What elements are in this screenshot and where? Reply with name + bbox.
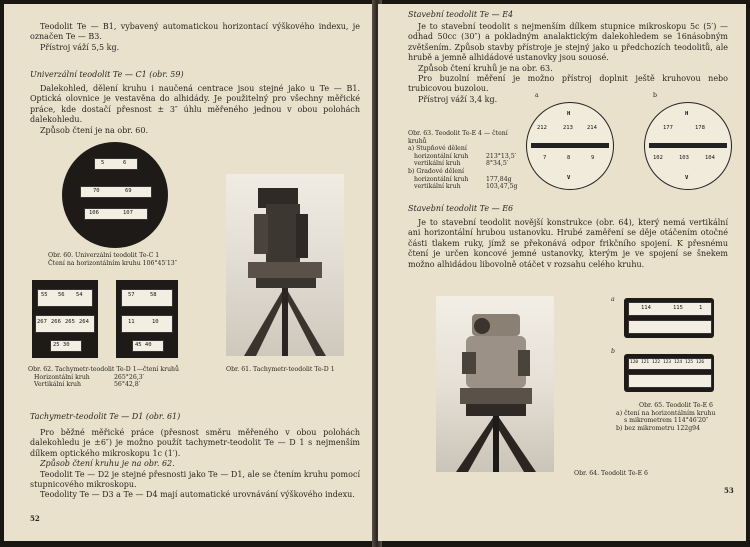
fig65b-1: 121 [641,360,650,365]
fig63-b-h-value: 177,84g [486,175,512,183]
section-d1-text: Pro běžné měřické práce (přesnost směru měřeného v obou polohách dalekohledu je ±6″) je možno použít tachymetr-teodolit Te — D 1 s nejmenším dílkem optického mikroskopu 1c (1′). [30,428,360,458]
fig62a-small: 25 30 [53,342,70,348]
intro-paragraph: Teodolit Te — B1, vybavený automatickou horizontací výškového indexu, je označen Te — B3. [30,22,360,42]
fig65-label-a: a [611,296,615,303]
fig62b-bottom-1: 10 [152,319,159,325]
section-heading-e4: Stavební teodolit Te — E4 [408,10,514,19]
fig60-top-scale [94,158,138,170]
section-heading-c1: Univerzální teodolit Te — C1 (obr. 59) [30,70,184,79]
fig63b-top-0: 177 [663,125,673,131]
fig65a-2: 1 [699,305,703,311]
fig62-horiz-label: Horizontální kruh [34,373,90,381]
fig62-horiz-value: 265°26,3′ [114,373,145,381]
fig63-b-v-value: 103,47,5g [486,183,518,191]
section-e4-compass: Pro buzolní měření je možno přístroj doplnit ještě kruhovou nebo trubicovou buzolou. [408,74,728,94]
fig60-mid-b: 69 [125,188,132,194]
fig63a-top-2: 214 [587,125,597,131]
fig62-vert-label: Vertikální kruh [34,381,82,389]
fig62a-bottom-2: 265 [65,319,75,325]
section-d1-body [30,428,360,501]
fig62b-small: 45 40 [135,342,152,348]
right-page [378,4,746,541]
fig63b-bottom: V [685,175,689,181]
fig65-a-value: s mikrometrem 114°46′20″ [624,417,709,425]
section-heading-e6: Stavební teodolit Te — E6 [408,204,514,213]
fig63a-bottom-1: 8 [567,155,571,161]
fig63-dial-b [644,102,732,190]
fig65b-0: 120 [630,360,639,365]
section-e4-body [408,22,728,105]
section-d1-text3: Teodolity Te — D3 a Te — D4 mají automatické urovnávání výškového indexu. [40,490,355,500]
fig63b-bottom-0: 102 [653,155,663,161]
fig62a-bottom-3: 264 [79,319,89,325]
fig65b-6: 126 [696,360,705,365]
fig63-b-h-label: horizontální kruh [414,175,469,183]
fig65-label-b: b [611,348,615,355]
fig65b-3: 123 [663,360,672,365]
fig63-a-h-value: 213°13,5′ [486,152,517,160]
fig60-caption-line1: Obr. 60. Univerzální teodolit Te-C 1 [48,252,160,259]
fig62b-bottom-0: 11 [128,319,135,325]
fig65b-5: 125 [685,360,694,365]
fig62-vert-value: 56°42,8′ [114,381,141,389]
fig62a-bottom-1: 266 [51,319,61,325]
section-c1-reading: Způsob čtení je na obr. 60. [40,125,149,135]
fig62a-small-scale [50,340,82,352]
fig63a-bottom-0: 7 [543,155,547,161]
section-e6-body [408,218,728,270]
right-page-number: 53 [724,486,734,495]
fig62b-top-0: 57 [128,292,135,298]
fig63b-top: H [685,111,689,117]
figure-62a-reading [32,280,98,358]
fig62a-top-2: 54 [76,292,83,298]
fig65b-upper [628,358,712,370]
fig63-dial-a [526,102,614,190]
figure-62b-reading [116,280,178,358]
fig65a-upper [628,302,712,316]
fig65-b-text: b) bez mikrometru 122g94 [616,424,701,432]
fig62b-small-scale [132,340,164,352]
fig60-mid-scale [80,186,152,198]
left-page [4,4,376,541]
fig63-caption-title: Obr. 63. Teodolit Te-E 4 — čtení kruhů [408,130,508,145]
fig60-low-scale [84,208,148,220]
fig60-top-b: 6 [123,160,127,166]
fig62b-top-scale [121,289,173,307]
fig60-caption [48,252,198,267]
fig63a-top: H [567,111,571,117]
figure-64-photo [436,296,554,472]
fig60-low-a: 106 [89,210,99,216]
left-page-number: 52 [30,514,40,523]
fig62b-bottom-scale [121,315,173,333]
fig63a-bottom: V [567,175,571,181]
fig63-a-title: a) Stupňové dělení [408,145,467,153]
theodolite-e6-photo [436,296,554,472]
fig62a-bottom-scale [35,315,95,333]
fig65-caption-title: Obr. 65. Teodolit Te-E 6 [639,402,713,409]
fig60-top-a: 5 [101,160,105,166]
fig63-a-h-label: horizontální kruh [414,152,469,160]
section-e4-text: Je to stavební teodolit s nejmenším dílkem stupnice mikroskopu 5c (5′) — odhad 50cc (30″) a pokladným analaktickým dalekohledem se 16násobným zvětšením. Způsob stavby přístroje je stejný jako u předchozích teodolitů, ale hrubě a jemně alhidádové ustanovky jsou souosé. [408,22,728,63]
fig62a-top-0: 55 [41,292,48,298]
fig63b-bottom-2: 104 [705,155,715,161]
fig65a-lower [628,320,712,334]
fig63-a-v-value: 8°34,5′ [486,160,509,168]
fig65-a-text: a) čtení na horizontálním kruhu [616,409,716,417]
figure-60-reading [62,142,168,248]
fig61-caption: Obr. 61. Tachymetr-teodolit Te-D 1 [226,366,335,373]
section-e4-reading: Způsob čtení kruhů je na obr. 63. [418,63,553,73]
section-d1-reading: Způsob čtení kruhu je na obr. 62. [40,459,175,469]
fig65b-2: 122 [652,360,661,365]
fig60-low-b: 107 [123,210,133,216]
fig65a-0: 114 [641,305,651,311]
fig65b-lower [628,374,712,388]
fig65a-1: 115 [673,305,683,311]
left-intro [30,22,360,53]
section-e6-text: Je to stavební teodolit novější konstrukce (obr. 64), který nemá vertikální ani horizontální hrubou ustanovku. Hrubé zaměření se děje otáčením otočné části tlakem ruky, jímž se překonává odpor frikčního spojení. K přesnému čtení je určen koncové jemné ustanovky, kterým je ve spojení se šnekem možno alhidádou libovolně otáčet v rozsahu celého kruhu. [408,218,728,269]
fig63a-top-1: 213 [563,125,573,131]
fig65-scale-b [624,354,714,392]
fig60-caption-line2: Čtení na horizontálním kruhu 106°45′13″ [48,259,178,267]
section-e4-weight: Přístroj váží 3,4 kg. [418,94,498,104]
fig60-mid-a: 70 [93,188,100,194]
fig63-label-a: a [535,92,539,99]
fig64-caption: Obr. 64. Teodolit Te-E 6 [574,470,648,477]
fig65b-4: 124 [674,360,683,365]
fig62b-top-1: 58 [150,292,157,298]
fig63-caption [408,130,524,191]
fig63b-bottom-1: 103 [679,155,689,161]
fig63a-top-0: 212 [537,125,547,131]
fig63-b-title: b) Gradové dělení [408,167,464,175]
section-c1-text: Dalekohled, dělení kruhu i naučená centrace jsou stejné jako u Te — B1. Optická olovnice je vestavěna do alhidády. Je použitelný pro všechny měřické práce, kde dostačí přesnost ± 3″ úhlu měřeného jednou v obou polohách dalekohledu. [30,84,360,125]
fig63b-top-1: 178 [695,125,705,131]
fig62a-bottom-0: 267 [37,319,47,325]
section-d1-text2: Teodolit Te — D2 je stejné přesnosti jako Te — D1, ale se čtením kruhu pomocí stupnicového mikroskopu. [30,469,360,490]
intro-weight: Přístroj váží 5,5 kg. [40,42,120,52]
figure-61-photo [226,174,344,356]
fig63-a-v-label: vertikální kruh [414,160,461,168]
fig63a-bottom-2: 9 [591,155,595,161]
section-c1-body [30,84,360,136]
theodolite-d1-photo [226,174,344,356]
fig62-caption [28,366,208,389]
fig65-scale-a [624,298,714,338]
fig62-caption-title: Obr. 62. Tachymetr-teodolit Te-D 1—čtení kruhů [28,366,180,373]
fig63-b-v-label: vertikální kruh [414,183,461,191]
fig62a-top-scale [37,289,93,307]
section-heading-d1: Tachymetr-teodolit Te — D1 (obr. 61) [30,412,181,421]
fig62a-top-1: 56 [58,292,65,298]
fig63-label-b: b [653,92,657,99]
fig65-caption [616,402,736,432]
